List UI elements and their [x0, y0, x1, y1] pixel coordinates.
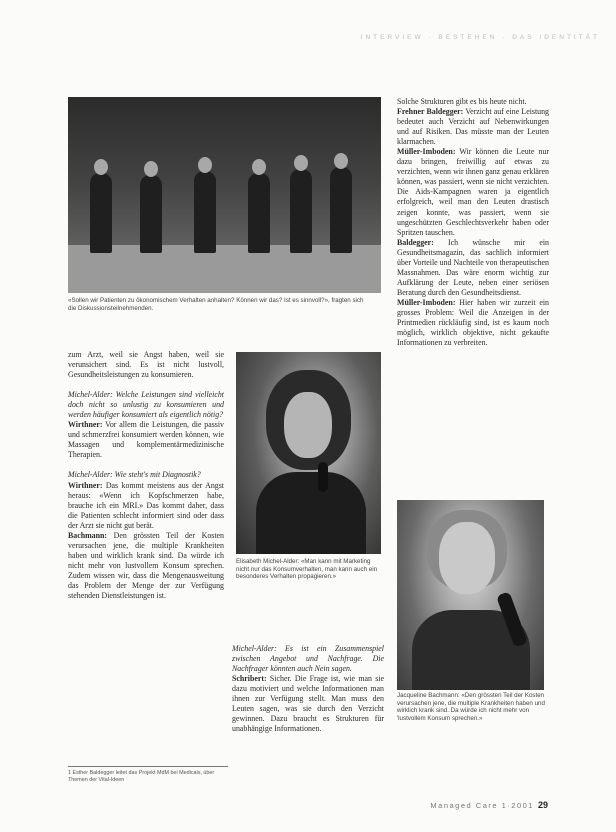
- speaker-name: Frehner Baldegger:: [397, 107, 464, 117]
- speaker-name: Müller-Imboden:: [397, 147, 456, 157]
- body-paragraph: zum Arzt, weil sie Angst haben, weil sie verunsichert sind. Es ist nicht lustvoll, Gesundheitsleistungen zu konsumieren.: [68, 350, 224, 380]
- interview-answer: Frehner Baldegger: Verzicht auf eine Leistung bedeutet auch Verzicht auf Nebenwirkungen und auf Risiken. Das müsste man der Leuten klarmachen.: [397, 107, 549, 147]
- body-paragraph: Solche Strukturen gibt es bis heute nicht.: [397, 97, 527, 106]
- speaker-name: Wirthner:: [68, 420, 103, 430]
- interview-answer: Müller-Imboden: Wir können die Leute nur dazu bringen, freiwillig auf etwas zu verzichten, wenn wir ihnen ganz genau erklären können, was passiert, wenn sie nicht verzichten. Die Aids-Kampagnen waren ja eigentlich erfolgreich, weil man den Leuten drastisch zeigen konnte, was passiert, wenn sie ungeschützten Geschlechtsverkehr haben oder Spritzen tauschen.: [397, 147, 549, 237]
- speaker-name: Bachmann:: [68, 530, 108, 540]
- michel-alder-caption: Elisabeth Michel-Alder: «Man kann mit Marketing nicht nur das Konsumverhalten, man kann auch ein besonderes Verhalten propagieren.»: [236, 558, 378, 581]
- michel-alder-photo: [236, 352, 381, 554]
- panel-discussion-photo: [68, 97, 381, 293]
- footnote: 1 Esther Baldegger leitet das Projekt MdM bei Medicals, über Themen der Vital-Ideen: [68, 766, 228, 783]
- text-column-middle: [232, 634, 384, 734]
- bachmann-photo: [397, 500, 544, 690]
- speaker-name: Baldegger:: [397, 237, 434, 247]
- speaker-name: Müller-Imboden:: [397, 297, 456, 307]
- magazine-name: Managed Care 1·2001: [430, 801, 534, 810]
- interview-answer: Müller-Imboden: Hier haben wir zurzeit ein grosses Problem: Weil die Anzeigen in der Printmedien rückläufig sind, ist es kaum noch möglich, wirklich objektive, nicht gekaufte Informationen zu verbreiten.: [397, 297, 549, 348]
- running-header: INTERVIEW · BESTEHEN · DAS IDENTITÄT: [360, 34, 600, 41]
- panel-photo-caption: «Sollen wir Patienten zu ökonomischem Verhalten anhalten? Können wir das? Ist es sinnvoll?», fragten sich die Diskussionsteilnehmenden.: [68, 297, 364, 312]
- interview-question: Michel-Alder: Welche Leistungen sind vielleicht doch nicht so unlustig zu konsumieren und werden häufiger konsumiert als eigentlich nötig?: [68, 390, 224, 420]
- interview-answer: Wirthner: Das kommt meistens aus der Angst heraus: «Wenn ich Kopfschmerzen habe, brauche ich ein MRI.» Das kommt daher, dass die Patienten schlecht informiert sind oder dass der Arzt sie nicht gut berät.: [68, 480, 224, 530]
- interview-question: Michel-Alder: Wie steht's mit Diagnostik?: [68, 470, 201, 480]
- interview-answer: Schribert: Sicher. Die Frage ist, wie man sie dazu motiviert und welche Informationen man ihnen zur Verfügung stellt. Man muss den Leuten sagen, was sie durch den Verzicht gewinnen. Dazu braucht es Strukturen für unabhängige Informationen.: [232, 674, 384, 734]
- page-number: 29: [537, 800, 548, 810]
- text-column-left: [68, 350, 224, 601]
- speaker-name: Wirthner:: [68, 480, 103, 490]
- interview-answer: Baldegger: Ich wünsche mir ein Gesundheitsmagazin, das sachlich informiert über Vorteile und Nachteile von therapeutischen Massnahmen. Das wäre enorm wichtig zur Aufklärung der Leute, neben einer seriösen Beratung durch den Gesundheitsdienst.: [397, 237, 549, 297]
- interview-answer: Bachmann: Den grössten Teil der Kosten verursachen jene, die multiple Krankheiten haben und wirklich krank sind. Da würde ich nicht mehr von lustvollem Konsum sprechen. Zudem wissen wir, dass die Mengenausweitung das Problem der Menge der zur Verfügung stehenden Dienstleistungen ist.: [68, 530, 224, 601]
- microphone-icon: [318, 462, 328, 492]
- speaker-name: Schribert:: [232, 674, 267, 684]
- interview-question: Michel-Alder: Es ist ein Zusammenspiel zwischen Angebot und Nachfrage. Die Nachfrager könnten auch Nein sagen.: [232, 644, 384, 674]
- interview-answer: Wirthner: Vor allem die Leistungen, die passiv und schmerzfrei konsumiert werden können, wie Massagen und komplementärmedizinische Therapien.: [68, 420, 224, 460]
- text-column-right: [397, 97, 549, 348]
- bachmann-caption: Jacqueline Bachmann: «Den grössten Teil der Kosten verursachen jene, die multiple Krankheiten haben und wirklich krank sind. Da würde ich nicht mehr von 'lustvollem Konsum sprechen.»: [397, 692, 545, 722]
- page-footer: [420, 800, 548, 810]
